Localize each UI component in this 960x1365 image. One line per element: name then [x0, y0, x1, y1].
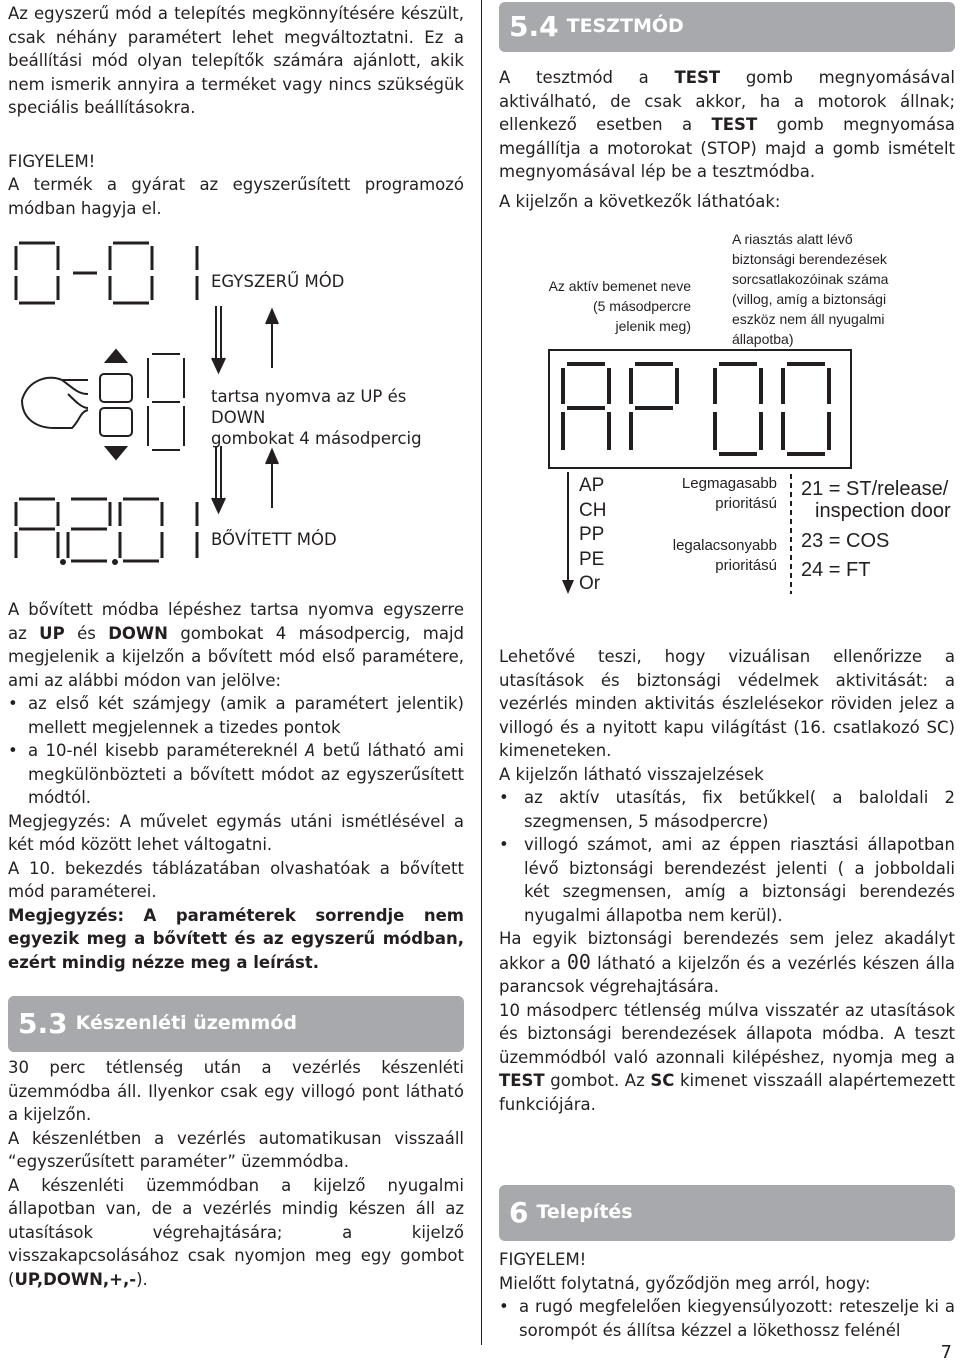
callout-right-line: állapotba) — [732, 331, 794, 347]
callout-right-line: sorcsatlakozóinak száma — [732, 271, 889, 287]
s54-text-a: A tesztmód a — [499, 68, 649, 87]
section-title: Telepítés — [536, 1201, 633, 1224]
mode-switch-arrows-bottom — [208, 446, 288, 516]
extended-mode-label: BŐVÍTETT MÓD — [211, 530, 337, 549]
s53-paragraph-2: A készenlétben a vezérlés automatikusan visszaáll “egyszerűsített paraméter” üzemmódba. — [8, 1128, 464, 1171]
down-keyword: DOWN — [108, 623, 168, 643]
s54-text-b: gomb megnyomásával aktiválható, de csak akkor, ha a motorok állnak; ellenkező esetben a — [499, 68, 955, 134]
input-pp: PP — [579, 524, 605, 545]
test-bullet-list — [499, 786, 955, 927]
mode-switch-arrows-top — [208, 306, 288, 376]
s53-text-a: A készenléti üzemmódban a kijelző nyugalmi állapotban van, de a vezérlés mindig készen áll az utasítások végrehajtására; a kijelző visszakapcsolásához csak nyomjon meg egy gombot ( — [8, 1175, 464, 1289]
s54-paragraph-4: A kijelzőn látható visszajelzések — [499, 764, 764, 784]
up-keyword: UP — [39, 623, 65, 643]
test-bullet-1: • az aktív utasítás, fix betűkkel( a baloldali 2 szegmensen, 5 másodpercre) — [499, 786, 955, 833]
extended-paragraph — [8, 598, 464, 692]
intro-paragraph: Az egyszerű mód a telepítés megkönnyítésére készült, csak néhány paramétert lehet megváltoztatni. Ez a beállítási mód olyan telepítők számára ajánlott, akik nem ismerik annyira a terméket vagy nincs szükségük speciális beállításokra. — [8, 4, 464, 117]
input-list — [579, 474, 606, 597]
s54-paragraph-1 — [499, 66, 955, 184]
page-number: 7 — [940, 1342, 952, 1363]
priority-arrow-icon — [558, 472, 578, 596]
priority-low-label — [639, 536, 777, 576]
section-6-body — [499, 1248, 955, 1342]
dashed-separator — [789, 474, 793, 594]
bullet2-text-a: a 10-nél kisebb paramétereknél — [28, 741, 298, 760]
s6-bullet-1: • a rugó megfelelően kiegyensúlyozott: reteszelje ki a sorompót és állítsa kézzel a lökethossz felénél — [499, 1295, 955, 1342]
section-5-3-body — [8, 1056, 464, 1291]
priority-high-line: prioritású — [715, 495, 777, 512]
note-1: Megjegyzés: A művelet egymás utáni ismétlésével a két mód között lehet váltogatni. — [8, 811, 464, 854]
s53-paragraph-3 — [8, 1174, 464, 1292]
callout-right-line: A riasztás alatt lévő — [732, 231, 853, 247]
extended-text-b: gombokat 4 másodpercig, majd megjelenik a kijelzőn a bővített mód első paramétere, ami az alábbi módon van jelölve: — [8, 623, 465, 690]
bullet2-text-b: betű látható ami megkülönbözteti a bővített módot az egyszerűsített módtól. — [28, 741, 464, 807]
extended-text-a: A bővített módba lépéshez tartsa nyomva egyszerre az — [8, 600, 464, 643]
priority-high-label — [649, 474, 777, 514]
s54-text-c: gomb megnyomása megállítja a motorokat (STOP) majd a gomb ismételt megnyomásával lép be a tesztmódba. — [499, 115, 955, 181]
test-keyword: TEST — [674, 68, 721, 87]
segment-00-glyph: 00 — [566, 949, 591, 974]
section-5-4-body — [499, 645, 955, 1116]
section-5-4-intro — [499, 66, 955, 213]
seven-segment-display-simple — [13, 240, 203, 306]
s53-text-b: ). — [136, 1269, 148, 1289]
s54-paragraph-6 — [499, 999, 955, 1117]
code-24: 24 = FT — [801, 559, 871, 581]
code-23: 23 = COS — [801, 530, 890, 552]
extended-instructions — [8, 598, 464, 974]
s54-text-6c: kimenet visszaáll alapértemezett funkciójára. — [499, 1071, 956, 1114]
callout-left-line: (5 másodpercre — [592, 298, 691, 314]
simple-mode-label: EGYSZERŰ MÓD — [211, 272, 345, 291]
section-number: 5.3 — [18, 1007, 68, 1041]
buttons-keyword: UP,DOWN,+,- — [14, 1269, 137, 1289]
column-divider — [481, 0, 482, 1345]
input-ch: CH — [579, 499, 607, 521]
callout-left-line: jelenik meg) — [615, 318, 691, 334]
hold-instruction-line-2: gombokat 4 másodpercig — [211, 429, 422, 448]
hold-instruction-line-1: tartsa nyomva az UP és DOWN — [211, 387, 407, 427]
sc-keyword: SC — [650, 1071, 675, 1090]
section-number: 5.4 — [509, 10, 559, 44]
extended-bullet-list — [8, 692, 464, 810]
hand-pressing-buttons-icon — [18, 350, 188, 460]
test-bullet-2: • villogó számot, ami az éppen riasztási állapotban lévő biztonsági berendezést jelenti ( a jobboldali két szegmensen, amíg a biztonsági berendezés nyugalmi állapotba nem kerül). — [499, 833, 955, 927]
callout-right-line: eszköz nem áll nyugalmi — [732, 311, 885, 327]
test-keyword-3: TEST — [499, 1071, 545, 1090]
priority-low-line: legalacsonyabb — [672, 537, 777, 554]
segment-a-glyph: A — [305, 741, 316, 760]
section-5-4-header — [499, 2, 955, 52]
note-3: Megjegyzés: A paraméterek sorrendje nem egyezik meg a bővített és az egyszerű módban, ezért mindig nézze meg a leírást. — [8, 905, 464, 972]
code-21-cont: inspection door — [815, 500, 951, 522]
section-number: 6 — [509, 1196, 529, 1230]
section-title: Készenléti üzemmód — [75, 1012, 297, 1035]
s54-text-6a: 10 másodperc tétlenség múlva visszatér az utasítások és biztonsági berendezések állapota módba. A teszt üzemmódból való azonnali kilépéshez, nyomja meg a — [499, 1000, 955, 1067]
input-ap: AP — [579, 475, 605, 496]
s54-paragraph-2: A kijelzőn a következők láthatóak: — [499, 191, 781, 211]
input-pe: PE — [579, 548, 605, 570]
callout-left-line: Az aktív bemenet neve — [548, 278, 691, 294]
input-or: Or — [579, 573, 601, 594]
note-2: A 10. bekezdés táblázatában olvashatóak a bővített mód paraméterei. — [8, 858, 464, 901]
priority-high-line: Legmagasabb — [681, 475, 777, 492]
s6-bullet-list — [499, 1295, 955, 1342]
s6-warning: FIGYELEM! — [499, 1250, 587, 1269]
code-list — [801, 478, 951, 581]
hold-instruction — [211, 386, 464, 449]
s54-paragraph-5 — [499, 927, 955, 999]
s6-paragraph-1: Mielőtt folytatná, győződjön meg arról, hogy: — [499, 1273, 871, 1293]
callout-alarm-devices — [732, 229, 947, 349]
extended-bullet-2 — [8, 739, 464, 810]
section-5-3-header — [8, 996, 464, 1052]
section-title: TESZTMÓD — [566, 15, 684, 38]
test-keyword-2: TEST — [711, 115, 758, 134]
callout-right-line: (villog, amíg a biztonsági — [732, 291, 887, 307]
s54-text-5b: látható a kijelzőn és a vezérlés készen álla parancsok végrehajtására. — [499, 953, 956, 996]
warning-label: FIGYELEM! — [8, 152, 96, 171]
seven-segment-display-extended — [13, 496, 203, 568]
callout-active-input — [513, 276, 691, 336]
section-6-header — [499, 1185, 955, 1241]
s54-paragraph-3: Lehetővé teszi, hogy vizuálisan ellenőrizze a utasítások és biztonsági védelmek aktivitását: a vezérlés minden aktivitás észlelésekor röviden jelez a villogó és a nyitott kapu világítást (16. csatlakozó SC) kimeneteken. — [499, 647, 955, 760]
code-21: 21 = ST/release/ — [801, 478, 949, 500]
s54-text-5a: Ha egyik biztonsági berendezés sem jelez akadályt akkor a — [499, 929, 955, 973]
s54-text-6b: gombot. Az — [550, 1071, 645, 1090]
callout-right-line: biztonsági berendezések — [732, 251, 887, 267]
seven-segment-display-test — [549, 350, 851, 468]
warning-text: A termék a gyárat az egyszerűsített programozó módban hagyja el. — [8, 175, 464, 218]
s53-paragraph-1: 30 perc tétlenség után a vezérlés készenléti üzemmódba áll. Ilyenkor csak egy villogó pont látható a kijelzőn. — [8, 1058, 464, 1124]
priority-low-line: prioritású — [715, 557, 777, 574]
extended-bullet-1: • az első két számjegy (amik a paramétert jelentik) mellett megjelennek a tizedes pontok — [8, 692, 464, 739]
and-word: és — [77, 623, 96, 643]
